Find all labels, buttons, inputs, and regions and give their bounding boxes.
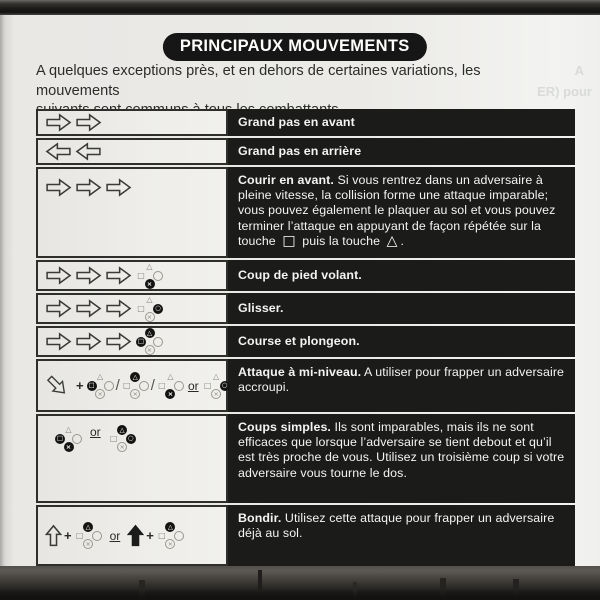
circle-button-icon <box>153 337 163 347</box>
circle-button-icon <box>72 434 82 444</box>
square-button-icon: □ <box>137 270 145 280</box>
circle-button-icon <box>92 531 102 541</box>
circle-button-icon <box>104 381 114 391</box>
move-cell <box>228 414 575 503</box>
cross-button-icon: × <box>64 442 74 452</box>
right-arrow-icon <box>45 178 72 197</box>
ps-button-pad <box>55 425 82 452</box>
move-name: Bondir. <box>238 511 282 525</box>
right-arrow-icon <box>45 332 72 351</box>
input-cell <box>36 260 228 291</box>
move-cell <box>228 293 575 324</box>
intro-line-1: A quelques exceptions près, et en dehors de certaines variations, les mouvements <box>36 63 481 99</box>
move-name: Glisser. <box>238 300 284 315</box>
table-row <box>36 414 575 503</box>
table-row <box>36 138 575 165</box>
ps-button-pad <box>136 328 163 355</box>
move-text <box>238 334 360 349</box>
right-arrow-icon <box>45 299 72 318</box>
cross-button-icon: × <box>130 389 140 399</box>
move-text <box>238 144 361 159</box>
right-arrow-icon <box>105 178 132 197</box>
cross-button-icon: × <box>145 312 155 322</box>
cross-button-icon: × <box>95 389 105 399</box>
circle-button-icon <box>139 381 149 391</box>
left-arrow-icon <box>45 142 72 161</box>
square-button-icon: □ <box>158 530 166 540</box>
right-arrow-icon <box>75 299 102 318</box>
input-cell <box>36 138 228 165</box>
move-cell <box>228 260 575 291</box>
triangle-button-icon: △ <box>386 232 398 249</box>
circle-button-icon <box>174 531 184 541</box>
table-row <box>36 109 575 136</box>
circle-button-icon: ○ <box>153 304 163 314</box>
right-arrow-icon <box>105 266 132 285</box>
table-row <box>36 167 575 258</box>
cross-button-icon: × <box>145 345 155 355</box>
right-arrow-icon <box>45 113 72 132</box>
right-arrow-icon <box>75 332 102 351</box>
triangle-button-icon: △ <box>146 262 153 271</box>
triangle-button-icon: △ <box>97 372 104 381</box>
move-name: Grand pas en arrière <box>238 143 362 158</box>
ps-button-pad <box>157 372 184 399</box>
ps-button-pad <box>122 372 149 399</box>
right-arrow-icon <box>75 178 102 197</box>
move-text <box>238 115 355 130</box>
move-text <box>238 268 362 283</box>
moves-table <box>36 109 575 568</box>
move-cell <box>228 109 575 136</box>
slash-separator: / <box>150 377 155 394</box>
plus-sign: + <box>64 528 72 543</box>
move-cell <box>228 505 575 566</box>
circle-button-icon <box>174 381 184 391</box>
ps-button-pad <box>136 262 163 289</box>
cross-button-icon: × <box>145 279 155 289</box>
triangle-button-icon: △ <box>65 425 72 434</box>
triangle-button-icon: △ <box>165 522 175 532</box>
triangle-button-icon: △ <box>145 328 155 338</box>
square-button-icon: □ <box>137 337 145 346</box>
cross-button-icon: × <box>211 389 221 399</box>
ps-button-pad <box>203 372 230 399</box>
table-row <box>36 359 575 412</box>
move-text: Bondir. Utilisez cette attaque pour frapper un adversaire déjà au sol. <box>238 511 555 541</box>
input-cell <box>36 293 228 324</box>
table-row <box>36 505 575 566</box>
right-arrow-icon <box>75 113 102 132</box>
up-arrow-solid-icon <box>127 524 144 547</box>
circle-button-icon <box>153 271 163 281</box>
page-edge-photo-bottom <box>0 566 600 600</box>
triangle-button-icon: △ <box>130 372 140 382</box>
square-button-icon: □ <box>282 232 296 249</box>
move-name: Grand pas en avant <box>238 114 355 129</box>
triangle-button-icon: △ <box>167 372 174 381</box>
ps-button-pad <box>109 425 136 452</box>
input-cell <box>36 359 228 412</box>
cross-button-icon: × <box>165 389 175 399</box>
square-button-icon: □ <box>158 380 166 390</box>
move-name: Courir en avant. <box>238 173 334 187</box>
input-cell <box>36 326 228 357</box>
cross-button-icon: × <box>117 442 127 452</box>
square-button-icon: □ <box>88 381 95 390</box>
move-cell <box>228 359 575 412</box>
move-name: Coup de pied volant. <box>238 267 362 282</box>
circle-button-icon: ○ <box>126 434 136 444</box>
ghost-bleed-text: ER) pour <box>537 84 592 99</box>
square-button-icon: □ <box>75 530 84 540</box>
cross-button-icon: × <box>165 539 175 549</box>
triangle-button-icon: △ <box>117 425 127 435</box>
input-cell <box>36 505 228 566</box>
ps-button-pad <box>75 522 102 549</box>
right-arrow-icon <box>105 299 132 318</box>
triangle-button-icon: △ <box>146 295 153 304</box>
move-text: Courir en avant. Si vous rentrez dans un adversaire à pleine vitesse, la collision forme une attaque imparable; vous pouvez également le plaquer au sol et vous pouvez terminer l’attaque en appuyant de façon répétée sur la touche □ puis la touche △ . <box>238 173 556 249</box>
move-cell <box>228 167 575 258</box>
move-text: Coups simples. Ils sont imparables, mais ils ne sont efficaces que lorsque l’adversaire se tient debout et qu’il est très proche de vous. Utilisez un troisième coup si votre adversaire vous tourne le dos. <box>238 420 565 480</box>
right-arrow-icon <box>45 266 72 285</box>
table-row <box>36 326 575 357</box>
move-text <box>238 301 284 316</box>
plus-sign: + <box>76 378 84 393</box>
page-title <box>163 33 427 61</box>
ps-button-pad <box>157 522 184 549</box>
or-label: or <box>109 528 121 543</box>
down-right-arrow-icon <box>43 371 72 400</box>
cross-button-icon: × <box>83 539 93 549</box>
square-button-icon: □ <box>109 433 118 443</box>
circle-button-icon: ○ <box>220 381 230 391</box>
square-button-icon: □ <box>56 434 64 443</box>
right-arrow-icon <box>75 266 102 285</box>
table-row <box>36 260 575 291</box>
move-cell <box>228 138 575 165</box>
page-title-label: PRINCIPAUX MOUVEMENTS <box>179 37 410 55</box>
square-button-icon: □ <box>203 380 212 390</box>
move-name: Course et plongeon. <box>238 333 360 348</box>
plus-sign: + <box>146 528 154 543</box>
input-cell <box>36 109 228 136</box>
square-button-icon: □ <box>122 380 131 390</box>
table-row <box>36 293 575 324</box>
slash-separator: / <box>115 377 120 394</box>
move-text: Attaque à mi-niveau. A utiliser pour frapper un adversaire accroupi. <box>238 365 565 395</box>
or-label: or <box>90 425 101 439</box>
input-cell <box>36 167 228 258</box>
or-label: or <box>187 378 199 393</box>
page-edge-photo-top <box>0 0 600 15</box>
up-arrow-icon <box>45 524 62 547</box>
move-cell <box>228 326 575 357</box>
move-name: Coups simples. <box>238 420 331 434</box>
left-arrow-icon <box>75 142 102 161</box>
move-name: Attaque à mi-niveau. <box>238 365 362 379</box>
right-arrow-icon <box>105 332 132 351</box>
ghost-bleed-text: A <box>574 63 584 78</box>
ps-button-pad <box>87 372 114 399</box>
triangle-button-icon: △ <box>213 372 220 381</box>
input-cell <box>36 414 228 503</box>
triangle-button-icon: △ <box>83 522 93 532</box>
ps-button-pad <box>136 295 163 322</box>
square-button-icon: □ <box>137 303 145 313</box>
